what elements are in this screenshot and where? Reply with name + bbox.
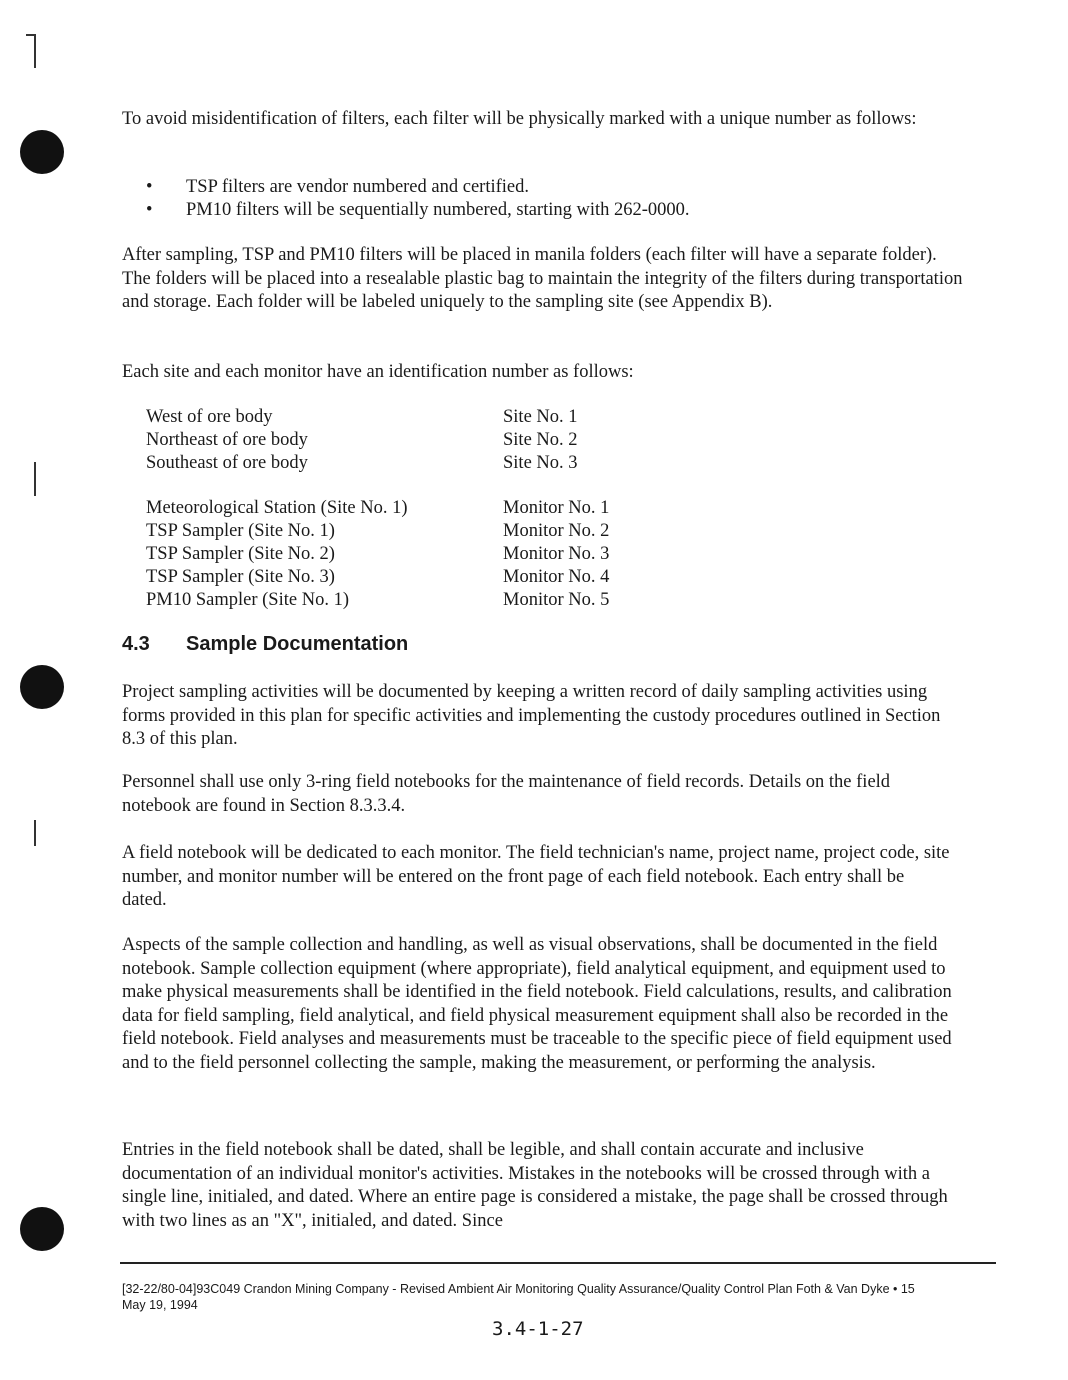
table-row	[146, 429, 578, 452]
monitor-name: TSP Sampler (Site No. 1)	[146, 521, 335, 541]
site-number: Site No. 3	[503, 453, 578, 473]
site-name: West of ore body	[146, 407, 273, 427]
paragraph-after-sampling: After sampling, TSP and PM10 filters will be placed in manila folders (each filter will have a separate folder). The folders will be placed into a resealable plastic bag to maintain the integrity of the filters during transportation and storage. Each folder will be labeled uniquely to the sampling site (see Appendix B).	[122, 245, 963, 312]
site-name: Northeast of ore body	[146, 430, 308, 450]
footer-rule	[120, 1262, 996, 1264]
footer-date: May 19, 1994	[122, 1298, 198, 1312]
table-row	[146, 543, 609, 566]
section-title: Sample Documentation	[186, 633, 409, 655]
bullet-marker: •	[146, 177, 153, 197]
page-code: 3.4-1-27	[492, 1318, 584, 1340]
paragraph-project-sampling: Project sampling activities will be documented by keeping a written record of daily sampling activities using forms provided in this plan for specific activities and implementing the custody procedures outlined in Section 8.3 of this plan.	[122, 682, 941, 749]
monitor-number: Monitor No. 5	[503, 590, 610, 610]
monitor-name: PM10 Sampler (Site No. 1)	[146, 590, 349, 610]
list-item	[146, 199, 690, 222]
monitor-number: Monitor No. 2	[503, 521, 610, 541]
site-number: Site No. 1	[503, 407, 578, 427]
monitor-number: Monitor No. 4	[503, 567, 610, 587]
scan-mark	[34, 34, 36, 68]
scan-mark	[34, 462, 36, 496]
section-number: 4.3	[122, 633, 150, 655]
table-row	[146, 497, 609, 520]
table-row	[146, 406, 578, 429]
bullet-marker: •	[146, 200, 153, 220]
monitor-name: TSP Sampler (Site No. 2)	[146, 544, 335, 564]
binder-hole-top	[20, 130, 64, 174]
table-row	[146, 566, 609, 589]
paragraph-notebook-entries: Entries in the field notebook shall be dated, shall be legible, and shall contain accurate and inclusive documentation of an individual monitor's activities. Mistakes in the notebooks will be crossed through with a single line, initialed, and dated. Where an entire page is considered a mistake, the page shall be crossed through with two lines as an "X", initialed, and dated. Since	[122, 1140, 948, 1231]
paragraph-identification: Each site and each monitor have an identification number as follows:	[122, 362, 634, 382]
section-heading	[122, 633, 408, 656]
monitor-name: TSP Sampler (Site No. 3)	[146, 567, 335, 587]
monitor-name: Meteorological Station (Site No. 1)	[146, 498, 408, 518]
paragraph-filter-marking: To avoid misidentification of filters, each filter will be physically marked with a unique number as follows:	[122, 109, 917, 129]
monitor-number: Monitor No. 1	[503, 498, 610, 518]
filter-bullet-list	[146, 176, 690, 222]
bullet-text: TSP filters are vendor numbered and certified.	[186, 177, 529, 197]
table-row	[146, 452, 578, 475]
site-name: Southeast of ore body	[146, 453, 308, 473]
paragraph-sample-collection: Aspects of the sample collection and handling, as well as visual observations, shall be documented in the field notebook. Sample collection equipment (where appropriate), field analytical equipment, and equipment used to make physical measurements shall be identified in the field notebook. Field calculations, results, and calibration data for field sampling, field analytical, and field physical measurement equipment shall also be recorded in the field notebook. Field analyses and measurements must be traceable to the specific piece of field equipment used and to the field personnel collecting the sample, making the measurement, or performing the analysis.	[122, 935, 952, 1073]
bullet-text: PM10 filters will be sequentially numbered, starting with 262-0000.	[186, 200, 690, 220]
scan-mark	[34, 820, 36, 846]
site-id-table	[146, 406, 578, 475]
binder-hole-middle	[20, 665, 64, 709]
page-footer	[122, 1281, 915, 1313]
binder-hole-bottom	[20, 1207, 64, 1251]
paragraph-field-notebooks: Personnel shall use only 3-ring field notebooks for the maintenance of field records. Details on the field notebook are found in Section 8.3.3.4.	[122, 772, 891, 816]
monitor-id-table	[146, 497, 609, 612]
table-row	[146, 589, 609, 612]
paragraph-notebook-dedication: A field notebook will be dedicated to each monitor. The field technician's name, project name, project code, site number, and monitor number will be entered on the front page of each field notebook. Each entry shall be dated.	[122, 843, 950, 910]
footer-document-info: [32-22/80-04]93C049 Crandon Mining Company - Revised Ambient Air Monitoring Quality Assurance/Quality Control Plan Foth & Van Dyke • 15	[122, 1282, 915, 1296]
table-row	[146, 520, 609, 543]
list-item	[146, 176, 690, 199]
site-number: Site No. 2	[503, 430, 578, 450]
scan-mark	[26, 34, 36, 36]
monitor-number: Monitor No. 3	[503, 544, 610, 564]
